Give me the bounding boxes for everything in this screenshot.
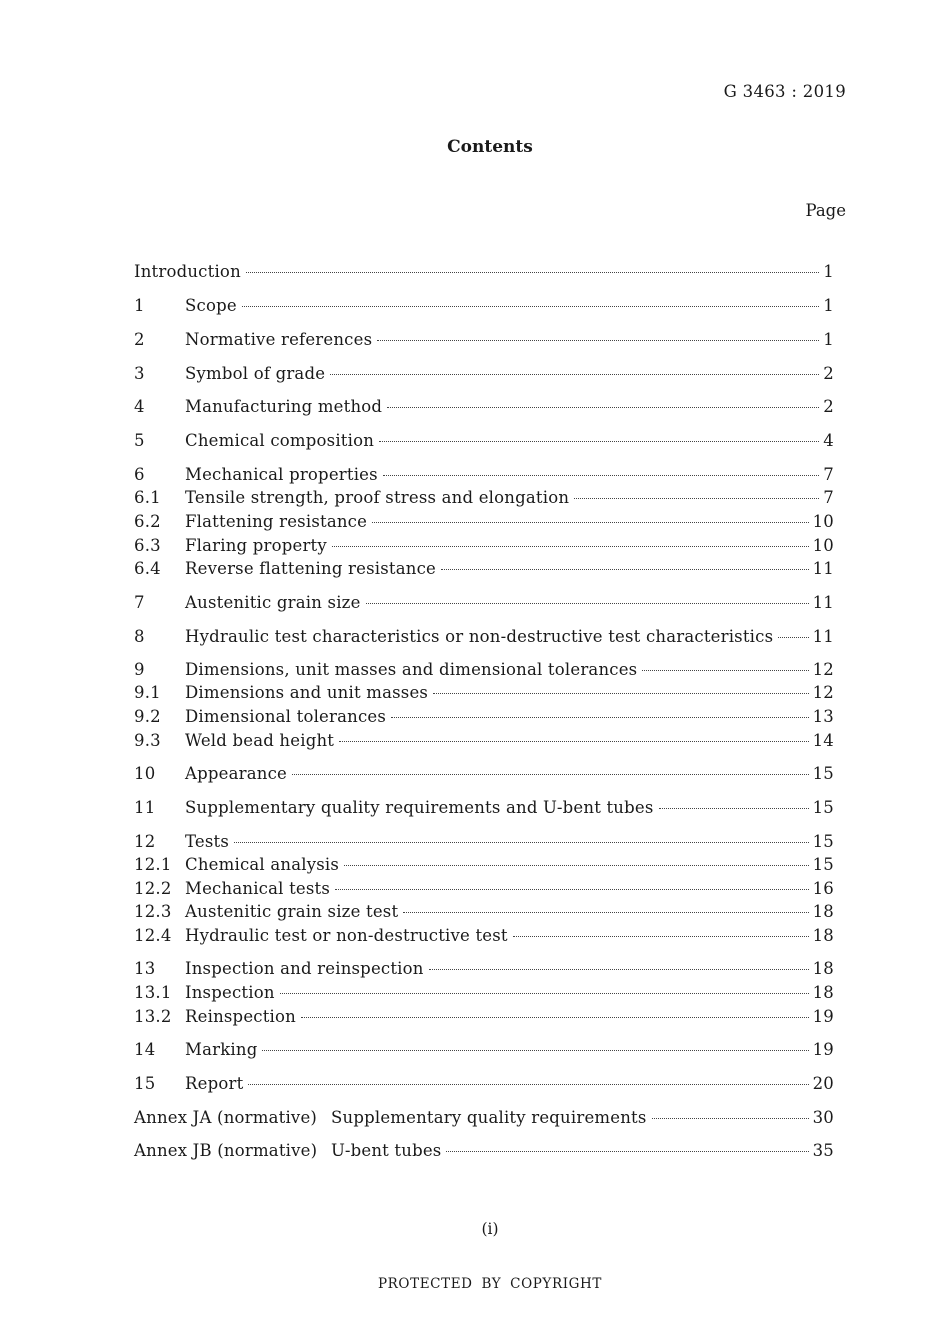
toc-entry-label: Report [185, 1074, 244, 1093]
dot-leader [659, 808, 809, 809]
dot-leader [366, 603, 809, 604]
dot-leader [652, 1118, 809, 1119]
toc-entry[interactable] [134, 536, 834, 558]
annex-page: 35 [812, 1141, 834, 1160]
dot-leader [377, 340, 819, 341]
toc-entry-number: 12 [134, 832, 156, 851]
dot-leader [387, 407, 819, 408]
toc-entry-number: 13 [134, 959, 156, 978]
dot-leader [383, 475, 819, 476]
toc-entry-page: 4 [823, 431, 834, 450]
toc-entry-number: 6.3 [134, 536, 161, 555]
toc-entry-page: 1 [823, 330, 834, 349]
dot-leader [242, 306, 819, 307]
toc-entry[interactable] [134, 983, 834, 1005]
annex-title: U-bent tubes [331, 1141, 442, 1160]
toc-entry[interactable] [134, 488, 834, 510]
toc-entry-number: 6 [134, 465, 145, 484]
toc-entry[interactable] [134, 855, 834, 877]
toc-entry[interactable] [134, 559, 834, 581]
footer-page-number: (i) [481, 1220, 499, 1238]
toc-entry-page: 12 [812, 660, 834, 679]
toc-entry-label: Austenitic grain size test [185, 902, 399, 921]
toc-entry-page: 15 [812, 798, 834, 817]
toc-entry-number: 10 [134, 764, 156, 783]
toc-entry[interactable] [134, 431, 834, 453]
toc-entry[interactable] [134, 296, 834, 318]
toc-entry-page: 1 [823, 262, 834, 281]
toc-entry-page: 18 [812, 926, 834, 945]
toc-entry[interactable] [134, 683, 834, 705]
toc-entry-page: 19 [812, 1007, 834, 1026]
toc-entry[interactable] [134, 627, 834, 649]
dot-leader [372, 522, 809, 523]
toc-entry-label: Marking [185, 1040, 258, 1059]
toc-entry-label: Tensile strength, proof stress and elongation [185, 488, 570, 507]
toc-entry-number: 14 [134, 1040, 156, 1059]
toc-entry[interactable] [134, 660, 834, 682]
toc-entry-label: Flaring property [185, 536, 327, 555]
dot-leader [446, 1151, 808, 1152]
toc-entry-number: 9.2 [134, 707, 161, 726]
dot-leader [642, 670, 808, 671]
toc-entry[interactable] [134, 926, 834, 948]
toc-entry-label: Reinspection [185, 1007, 296, 1026]
toc-entry-label: Dimensions, unit masses and dimensional tolerances [185, 660, 638, 679]
dot-leader [332, 546, 809, 547]
toc-annex-entry[interactable] [134, 1141, 834, 1163]
toc-entry-label: Flattening resistance [185, 512, 368, 531]
toc-entry-page: 11 [812, 559, 834, 578]
toc-entry-label: Introduction [134, 262, 241, 281]
toc-entry-number: 1 [134, 296, 145, 315]
toc-entry-page: 15 [812, 832, 834, 851]
toc-entry-number: 2 [134, 330, 145, 349]
toc-entry-page: 18 [812, 983, 834, 1002]
toc-entry-number: 9.1 [134, 683, 161, 702]
toc-entry-label: Hydraulic test characteristics or non-destructive test characteristics [185, 627, 774, 646]
toc-entry-page: 1 [823, 296, 834, 315]
toc-entry-number: 13.2 [134, 1007, 172, 1026]
annex-page: 30 [812, 1108, 834, 1127]
toc-entry-number: 4 [134, 397, 145, 416]
toc-entry-page: 15 [812, 764, 834, 783]
annex-title: Supplementary quality requirements [331, 1108, 647, 1127]
page-title: Contents [447, 137, 533, 157]
toc-entry[interactable] [134, 512, 834, 534]
dot-leader [234, 842, 809, 843]
toc-entry-label: Scope [185, 296, 237, 315]
toc-entry-label: Inspection and reinspection [185, 959, 424, 978]
dot-leader [441, 569, 809, 570]
dot-leader [433, 693, 809, 694]
toc-entry-number: 13.1 [134, 983, 172, 1002]
toc-entry-page: 18 [812, 902, 834, 921]
dot-leader [292, 774, 809, 775]
toc-entry-label: Supplementary quality requirements and U-bent tubes [185, 798, 654, 817]
toc-entry-label: Tests [185, 832, 230, 851]
toc-entry-number: 12.1 [134, 855, 172, 874]
dot-leader [391, 717, 809, 718]
toc-entry-label: Inspection [185, 983, 275, 1002]
toc-entry-number: 5 [134, 431, 145, 450]
toc-entry-page: 11 [812, 627, 834, 646]
toc-entry-number: 12.2 [134, 879, 172, 898]
dot-leader [262, 1050, 808, 1051]
dot-leader [379, 441, 819, 442]
toc-entry-page: 10 [812, 536, 834, 555]
dot-leader [344, 865, 809, 866]
toc-entry[interactable] [134, 707, 834, 729]
toc-entry-number: 9 [134, 660, 145, 679]
dot-leader [246, 272, 819, 273]
toc-entry-label: Normative references [185, 330, 373, 349]
toc-entry[interactable] [134, 764, 834, 786]
toc-entry-label: Mechanical tests [185, 879, 331, 898]
toc-entry-label: Chemical composition [185, 431, 375, 450]
toc-entry[interactable] [134, 1040, 834, 1062]
toc-entry[interactable] [134, 593, 834, 615]
dot-leader [330, 374, 819, 375]
toc-entry-label: Austenitic grain size [185, 593, 361, 612]
toc-entry-page: 16 [812, 879, 834, 898]
toc-entry[interactable] [134, 798, 834, 820]
toc-entry-number: 7 [134, 593, 145, 612]
toc-entry-page: 19 [812, 1040, 834, 1059]
toc-entry-number: 6.1 [134, 488, 161, 507]
toc-entry[interactable] [134, 262, 834, 284]
toc-entry-label: Chemical analysis [185, 855, 340, 874]
dot-leader [301, 1017, 809, 1018]
toc-entry-label: Weld bead height [185, 731, 335, 750]
dot-leader [403, 912, 808, 913]
toc-entry[interactable] [134, 364, 834, 386]
toc-entry-page: 18 [812, 959, 834, 978]
toc-entry-label: Reverse flattening resistance [185, 559, 436, 578]
toc-entry-number: 15 [134, 1074, 156, 1093]
toc-entry-label: Dimensional tolerances [185, 707, 387, 726]
dot-leader [335, 889, 809, 890]
dot-leader [280, 993, 809, 994]
toc-entry-label: Symbol of grade [185, 364, 326, 383]
annex-designation: Annex JB (normative) [134, 1141, 318, 1160]
toc-entry-number: 6.4 [134, 559, 161, 578]
dot-leader [513, 936, 809, 937]
toc-entry-label: Hydraulic test or non-destructive test [185, 926, 508, 945]
toc-entry-label: Mechanical properties [185, 465, 378, 484]
toc-entry[interactable] [134, 465, 834, 487]
toc-entry-page: 10 [812, 512, 834, 531]
toc-entry-label: Manufacturing method [185, 397, 383, 416]
toc-entry-number: 9.3 [134, 731, 161, 750]
annex-designation: Annex JA (normative) [134, 1108, 318, 1127]
toc-entry-page: 12 [812, 683, 834, 702]
document-id: G 3463 : 2019 [723, 82, 846, 101]
toc-annex-entry[interactable] [134, 1108, 834, 1130]
toc-entry-page: 13 [812, 707, 834, 726]
toc-entry-label: Dimensions and unit masses [185, 683, 429, 702]
toc-entry[interactable] [134, 832, 834, 854]
dot-leader [339, 741, 808, 742]
toc-entry-number: 12.3 [134, 902, 172, 921]
toc-entry-number: 11 [134, 798, 156, 817]
toc-entry[interactable] [134, 330, 834, 352]
toc-entry[interactable] [134, 397, 834, 419]
toc-entry[interactable] [134, 902, 834, 924]
toc-entry-number: 3 [134, 364, 145, 383]
toc-entry-page: 11 [812, 593, 834, 612]
toc-entry-page: 2 [823, 397, 834, 416]
toc-entry-label: Appearance [185, 764, 287, 783]
toc-entry[interactable] [134, 879, 834, 901]
toc-entry[interactable] [134, 959, 834, 981]
dot-leader [778, 637, 808, 638]
page-column-header: Page [805, 201, 846, 220]
toc-entry-page: 2 [823, 364, 834, 383]
toc-entry-page: 7 [823, 465, 834, 484]
toc-entry[interactable] [134, 1007, 834, 1029]
toc-entry-number: 12.4 [134, 926, 172, 945]
dot-leader [574, 498, 819, 499]
toc-entry-page: 20 [812, 1074, 834, 1093]
toc-entry-page: 7 [823, 488, 834, 507]
toc-entry[interactable] [134, 731, 834, 753]
dot-leader [248, 1084, 808, 1085]
toc-entry-page: 15 [812, 855, 834, 874]
toc-entry-number: 6.2 [134, 512, 161, 531]
toc-entry-page: 14 [812, 731, 834, 750]
toc-entry[interactable] [134, 1074, 834, 1096]
dot-leader [429, 969, 809, 970]
toc-entry-number: 8 [134, 627, 145, 646]
copyright-notice: PROTECTED BY COPYRIGHT [377, 1276, 603, 1292]
